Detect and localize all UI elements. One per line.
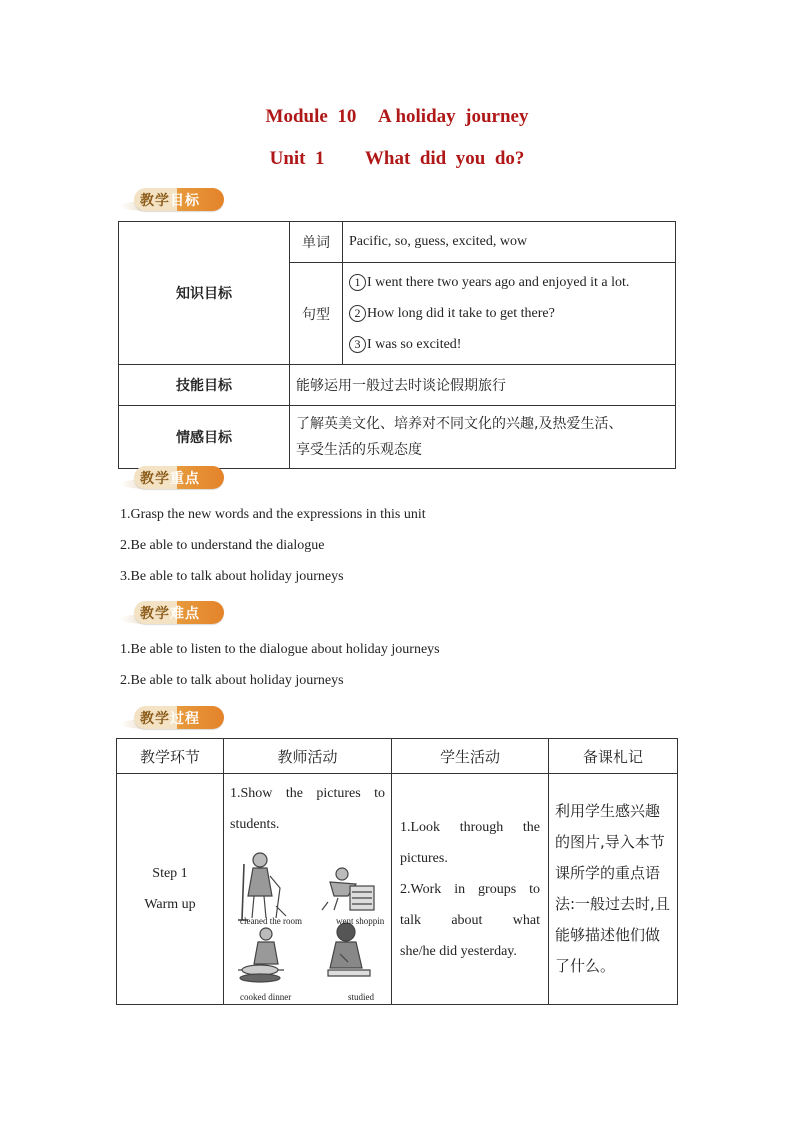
sentence-1: 1 I went there two years ago and enjoyed it a lot. xyxy=(349,267,669,298)
knowledge-label: 知识目标 xyxy=(119,222,290,365)
caption-shopping: went shoppin xyxy=(336,916,385,926)
module-title: Module 10 A holiday journey xyxy=(265,106,529,127)
words-label: 单词 xyxy=(290,222,343,263)
key-point-1: 1.Grasp the new words and the expressions in this unit xyxy=(120,507,426,522)
key-point-3: 3.Be able to talk about holiday journeys xyxy=(120,569,344,584)
section-badge-difficulties: 教学难点 xyxy=(120,600,225,626)
section-badge-goals: 教学目标 xyxy=(120,187,225,213)
caption-cooked: cooked dinner xyxy=(240,992,292,1002)
key-point-2: 2.Be able to understand the dialogue xyxy=(120,538,325,553)
header-student: 学生活动 xyxy=(392,739,549,774)
skill-text: 能够运用一般过去时谈论假期旅行 xyxy=(290,365,676,406)
emotion-label: 情感目标 xyxy=(119,406,290,469)
header-notes: 备课札记 xyxy=(549,739,678,774)
sentence-3: 3 I was so excited! xyxy=(349,329,669,360)
step-cell: Step 1 Warm up xyxy=(117,774,224,1005)
caption-cleaned: cleaned the room xyxy=(240,916,302,926)
sentences-label: 句型 xyxy=(290,263,343,365)
header-step: 教学环节 xyxy=(117,739,224,774)
sentence-2: 2 How long did it take to get there? xyxy=(349,298,669,329)
difficulty-2: 2.Be able to talk about holiday journeys xyxy=(120,673,344,688)
process-table xyxy=(116,738,678,1005)
skill-label: 技能目标 xyxy=(119,365,290,406)
student-cell: 1.Look through the pictures. 2.Work in groups to talk about what she/he did yesterday. xyxy=(392,774,549,1005)
teacher-cell: 1.Show the pictures to students. cleaned the room went shoppin cooked dinner studied xyxy=(224,774,392,1005)
header-teacher: 教师活动 xyxy=(224,739,392,774)
section-badge-key-points: 教学重点 xyxy=(120,465,225,491)
shopping-man-icon xyxy=(322,868,374,910)
sentences-list xyxy=(343,263,676,365)
difficulty-1: 1.Be able to listen to the dialogue about holiday journeys xyxy=(120,642,440,657)
objectives-table xyxy=(118,221,676,469)
unit-title: Unit 1 What did you do? xyxy=(269,148,525,169)
notes-cell: 利用学生感兴趣 的图片,导入本节 课所学的重点语 法:一般过去时,且 能够描述他们做 了什么。 xyxy=(549,774,678,1005)
caption-studied: studied xyxy=(348,992,374,1002)
activity-pictures xyxy=(230,846,385,1002)
section-badge-process: 教学过程 xyxy=(120,705,225,731)
emotion-text: 了解英美文化、培养对不同文化的兴趣,及热爱生活、 享受生活的乐观态度 xyxy=(290,406,676,469)
words-value: Pacific, so, guess, excited, wow xyxy=(343,222,676,263)
